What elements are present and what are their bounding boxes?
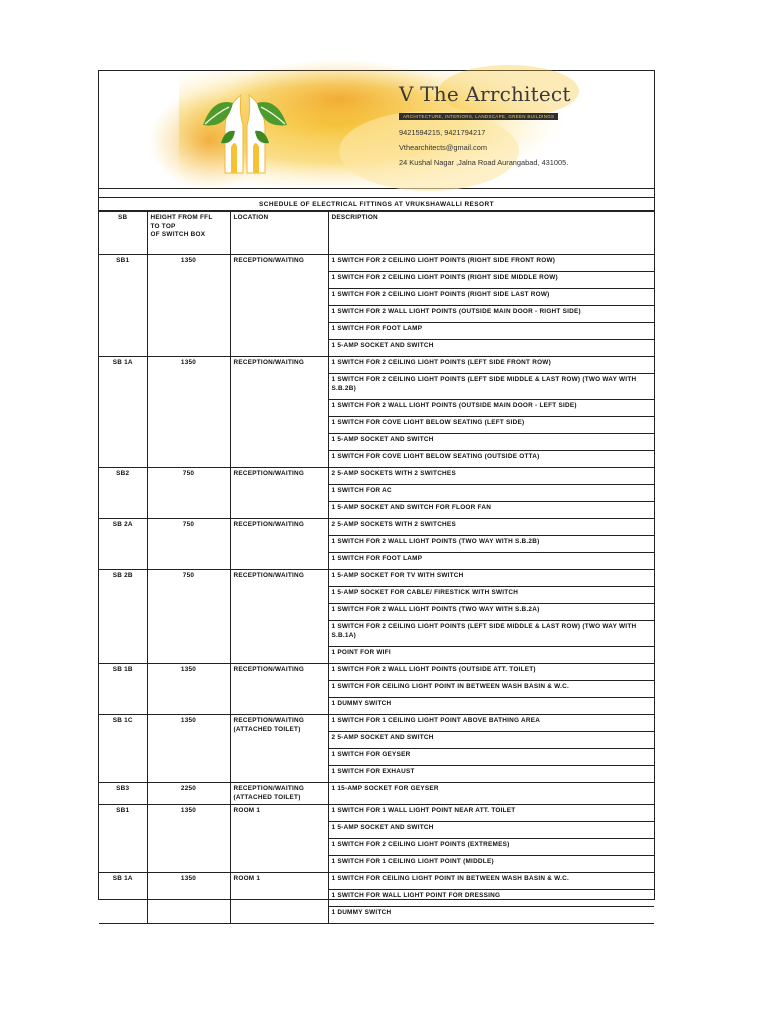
cell-description: 1 DUMMY SWITCH (328, 698, 654, 715)
cell-location: RECEPTION/WAITING (ATTACHED TOILET) (230, 783, 328, 805)
cell-location: RECEPTION/WAITING (230, 357, 328, 468)
cell-description: 1 SWITCH FOR 2 CEILING LIGHT POINTS (LEFT SIDE FRONT ROW) (328, 357, 654, 374)
cell-description: 1 SWITCH FOR GEYSER (328, 749, 654, 766)
cell-switch-box: SB1 (99, 255, 147, 357)
email-address: Vthearchitects@gmail.com (399, 143, 488, 152)
cell-location: RECEPTION/WAITING (230, 468, 328, 519)
schedule-table (99, 211, 654, 924)
cell-description: 1 SWITCH FOR 2 WALL LIGHT POINTS (TWO WAY WITH S.B.2B) (328, 536, 654, 553)
cell-description: 1 SWITCH FOR WALL LIGHT POINT FOR DRESSING (328, 890, 654, 907)
table-row (99, 357, 654, 374)
cell-height: 1350 (147, 255, 230, 357)
spacer-row (99, 189, 654, 198)
table-body (99, 255, 654, 924)
cell-switch-box: SB 1B (99, 664, 147, 715)
cell-description: 1 SWITCH FOR 1 CEILING LIGHT POINT (MIDDLE) (328, 856, 654, 873)
header-sb: SB (99, 212, 147, 255)
phone-numbers: 9421594215, 9421794217 (399, 128, 486, 137)
cell-description: 2 5-AMP SOCKETS WITH 2 SWITCHES (328, 519, 654, 536)
cell-height: 1350 (147, 715, 230, 783)
table-row (99, 664, 654, 681)
cell-description: 1 SWITCH FOR CEILING LIGHT POINT IN BETWEEN WASH BASIN & W.C. (328, 681, 654, 698)
cell-height: 1350 (147, 664, 230, 715)
postal-address: 24 Kushal Nagar ,Jalna Road Aurangabad, 431005. (399, 158, 569, 167)
schedule-sheet (98, 70, 655, 916)
cell-switch-box: SB1 (99, 805, 147, 873)
cell-description: 1 SWITCH FOR 2 WALL LIGHT POINTS (TWO WAY WITH S.B.2A) (328, 604, 654, 621)
cell-height: 750 (147, 519, 230, 570)
cell-switch-box: SB 1A (99, 873, 147, 924)
cell-description: 1 SWITCH FOR 2 WALL LIGHT POINTS (OUTSIDE MAIN DOOR - RIGHT SIDE) (328, 306, 654, 323)
cell-description: 1 5-AMP SOCKET FOR TV WITH SWITCH (328, 570, 654, 587)
building-logo-icon (195, 85, 295, 175)
cell-description: 1 SWITCH FOR 1 CEILING LIGHT POINT ABOVE BATHING AREA (328, 715, 654, 732)
cell-description: 1 SWITCH FOR CEILING LIGHT POINT IN BETWEEN WASH BASIN & W.C. (328, 873, 654, 890)
cell-height: 1350 (147, 873, 230, 924)
brand-block (399, 83, 571, 168)
table-row (99, 715, 654, 732)
cell-description: 1 SWITCH FOR 2 CEILING LIGHT POINTS (EXTREMES) (328, 839, 654, 856)
cell-description: 1 SWITCH FOR FOOT LAMP (328, 323, 654, 340)
brand-tagline: ARCHITECTURE, INTERIORS, LANDSCAPE, GREEN BUILDINGS (399, 113, 558, 120)
cell-description: 2 5-AMP SOCKET AND SWITCH (328, 732, 654, 749)
cell-description: 1 5-AMP SOCKET AND SWITCH FOR FLOOR FAN (328, 502, 654, 519)
table-row (99, 805, 654, 822)
cell-description: 1 5-AMP SOCKET AND SWITCH (328, 434, 654, 451)
cell-description: 2 5-AMP SOCKETS WITH 2 SWITCHES (328, 468, 654, 485)
table-header-row (99, 212, 654, 255)
table-row (99, 255, 654, 272)
header-description: DESCRIPTION (328, 212, 654, 255)
header-location: LOCATION (230, 212, 328, 255)
cell-description: 1 15-AMP SOCKET FOR GEYSER (328, 783, 654, 805)
cell-location: RECEPTION/WAITING (230, 664, 328, 715)
table-row (99, 873, 654, 890)
cell-location: RECEPTION/WAITING (ATTACHED TOILET) (230, 715, 328, 783)
cell-location: RECEPTION/WAITING (230, 519, 328, 570)
cell-description: 1 SWITCH FOR COVE LIGHT BELOW SEATING (OUTSIDE OTTA) (328, 451, 654, 468)
cell-description: 1 SWITCH FOR AC (328, 485, 654, 502)
header-height-line: TO TOP (150, 222, 176, 230)
table-row (99, 519, 654, 536)
cell-description: 1 SWITCH FOR 2 WALL LIGHT POINTS (OUTSIDE ATT. TOILET) (328, 664, 654, 681)
cell-description: 1 5-AMP SOCKET AND SWITCH (328, 822, 654, 839)
header-height (147, 212, 230, 255)
header-height-line: HEIGHT FROM FFL (150, 214, 213, 221)
table-row (99, 570, 654, 587)
cell-height: 2250 (147, 783, 230, 805)
table-row (99, 783, 654, 805)
cell-description: 1 5-AMP SOCKET AND SWITCH (328, 340, 654, 357)
letterhead (99, 71, 654, 189)
cell-location: RECEPTION/WAITING (230, 255, 328, 357)
cell-location: ROOM 1 (230, 873, 328, 924)
table-row (99, 468, 654, 485)
cell-height: 1350 (147, 357, 230, 468)
cell-description: 1 5-AMP SOCKET FOR CABLE/ FIRESTICK WITH SWITCH (328, 587, 654, 604)
cell-switch-box: SB3 (99, 783, 147, 805)
cell-description: 1 SWITCH FOR EXHAUST (328, 766, 654, 783)
cell-switch-box: SB 1C (99, 715, 147, 783)
cell-switch-box: SB 2B (99, 570, 147, 664)
brand-name: V The Arrchitect (399, 82, 571, 106)
cell-description: 1 SWITCH FOR FOOT LAMP (328, 553, 654, 570)
cell-description: 1 SWITCH FOR COVE LIGHT BELOW SEATING (LEFT SIDE) (328, 417, 654, 434)
cell-description: 1 SWITCH FOR 2 CEILING LIGHT POINTS (LEFT SIDE MIDDLE & LAST ROW) (TWO WAY WITH S.B.2B) (328, 374, 654, 400)
cell-description: 1 SWITCH FOR 2 CEILING LIGHT POINTS (RIGHT SIDE FRONT ROW) (328, 255, 654, 272)
cell-description: 1 SWITCH FOR 2 CEILING LIGHT POINTS (RIGHT SIDE LAST ROW) (328, 289, 654, 306)
cell-switch-box: SB 2A (99, 519, 147, 570)
cell-description: 1 DUMMY SWITCH (328, 907, 654, 924)
cell-description: 1 SWITCH FOR 2 CEILING LIGHT POINTS (RIGHT SIDE MIDDLE ROW) (328, 272, 654, 289)
cell-switch-box: SB 1A (99, 357, 147, 468)
schedule-table-wrapper (99, 211, 654, 924)
cell-location: RECEPTION/WAITING (230, 570, 328, 664)
cell-height: 750 (147, 570, 230, 664)
header-height-line: OF SWITCH BOX (150, 231, 206, 238)
cell-height: 750 (147, 468, 230, 519)
contact-block (399, 128, 571, 168)
cell-description: 1 POINT FOR WIFI (328, 647, 654, 664)
cell-height: 1350 (147, 805, 230, 873)
cell-description: 1 SWITCH FOR 2 CEILING LIGHT POINTS (LEFT SIDE MIDDLE & LAST ROW) (TWO WAY WITH S.B.1A) (328, 621, 654, 647)
document-title: SCHEDULE OF ELECTRICAL FITTINGS AT VRUKSHAWALLI RESORT (99, 198, 654, 211)
cell-description: 1 SWITCH FOR 2 WALL LIGHT POINTS (OUTSIDE MAIN DOOR - LEFT SIDE) (328, 400, 654, 417)
cell-description: 1 SWITCH FOR 1 WALL LIGHT POINT NEAR ATT. TOILET (328, 805, 654, 822)
cell-location: ROOM 1 (230, 805, 328, 873)
cell-switch-box: SB2 (99, 468, 147, 519)
